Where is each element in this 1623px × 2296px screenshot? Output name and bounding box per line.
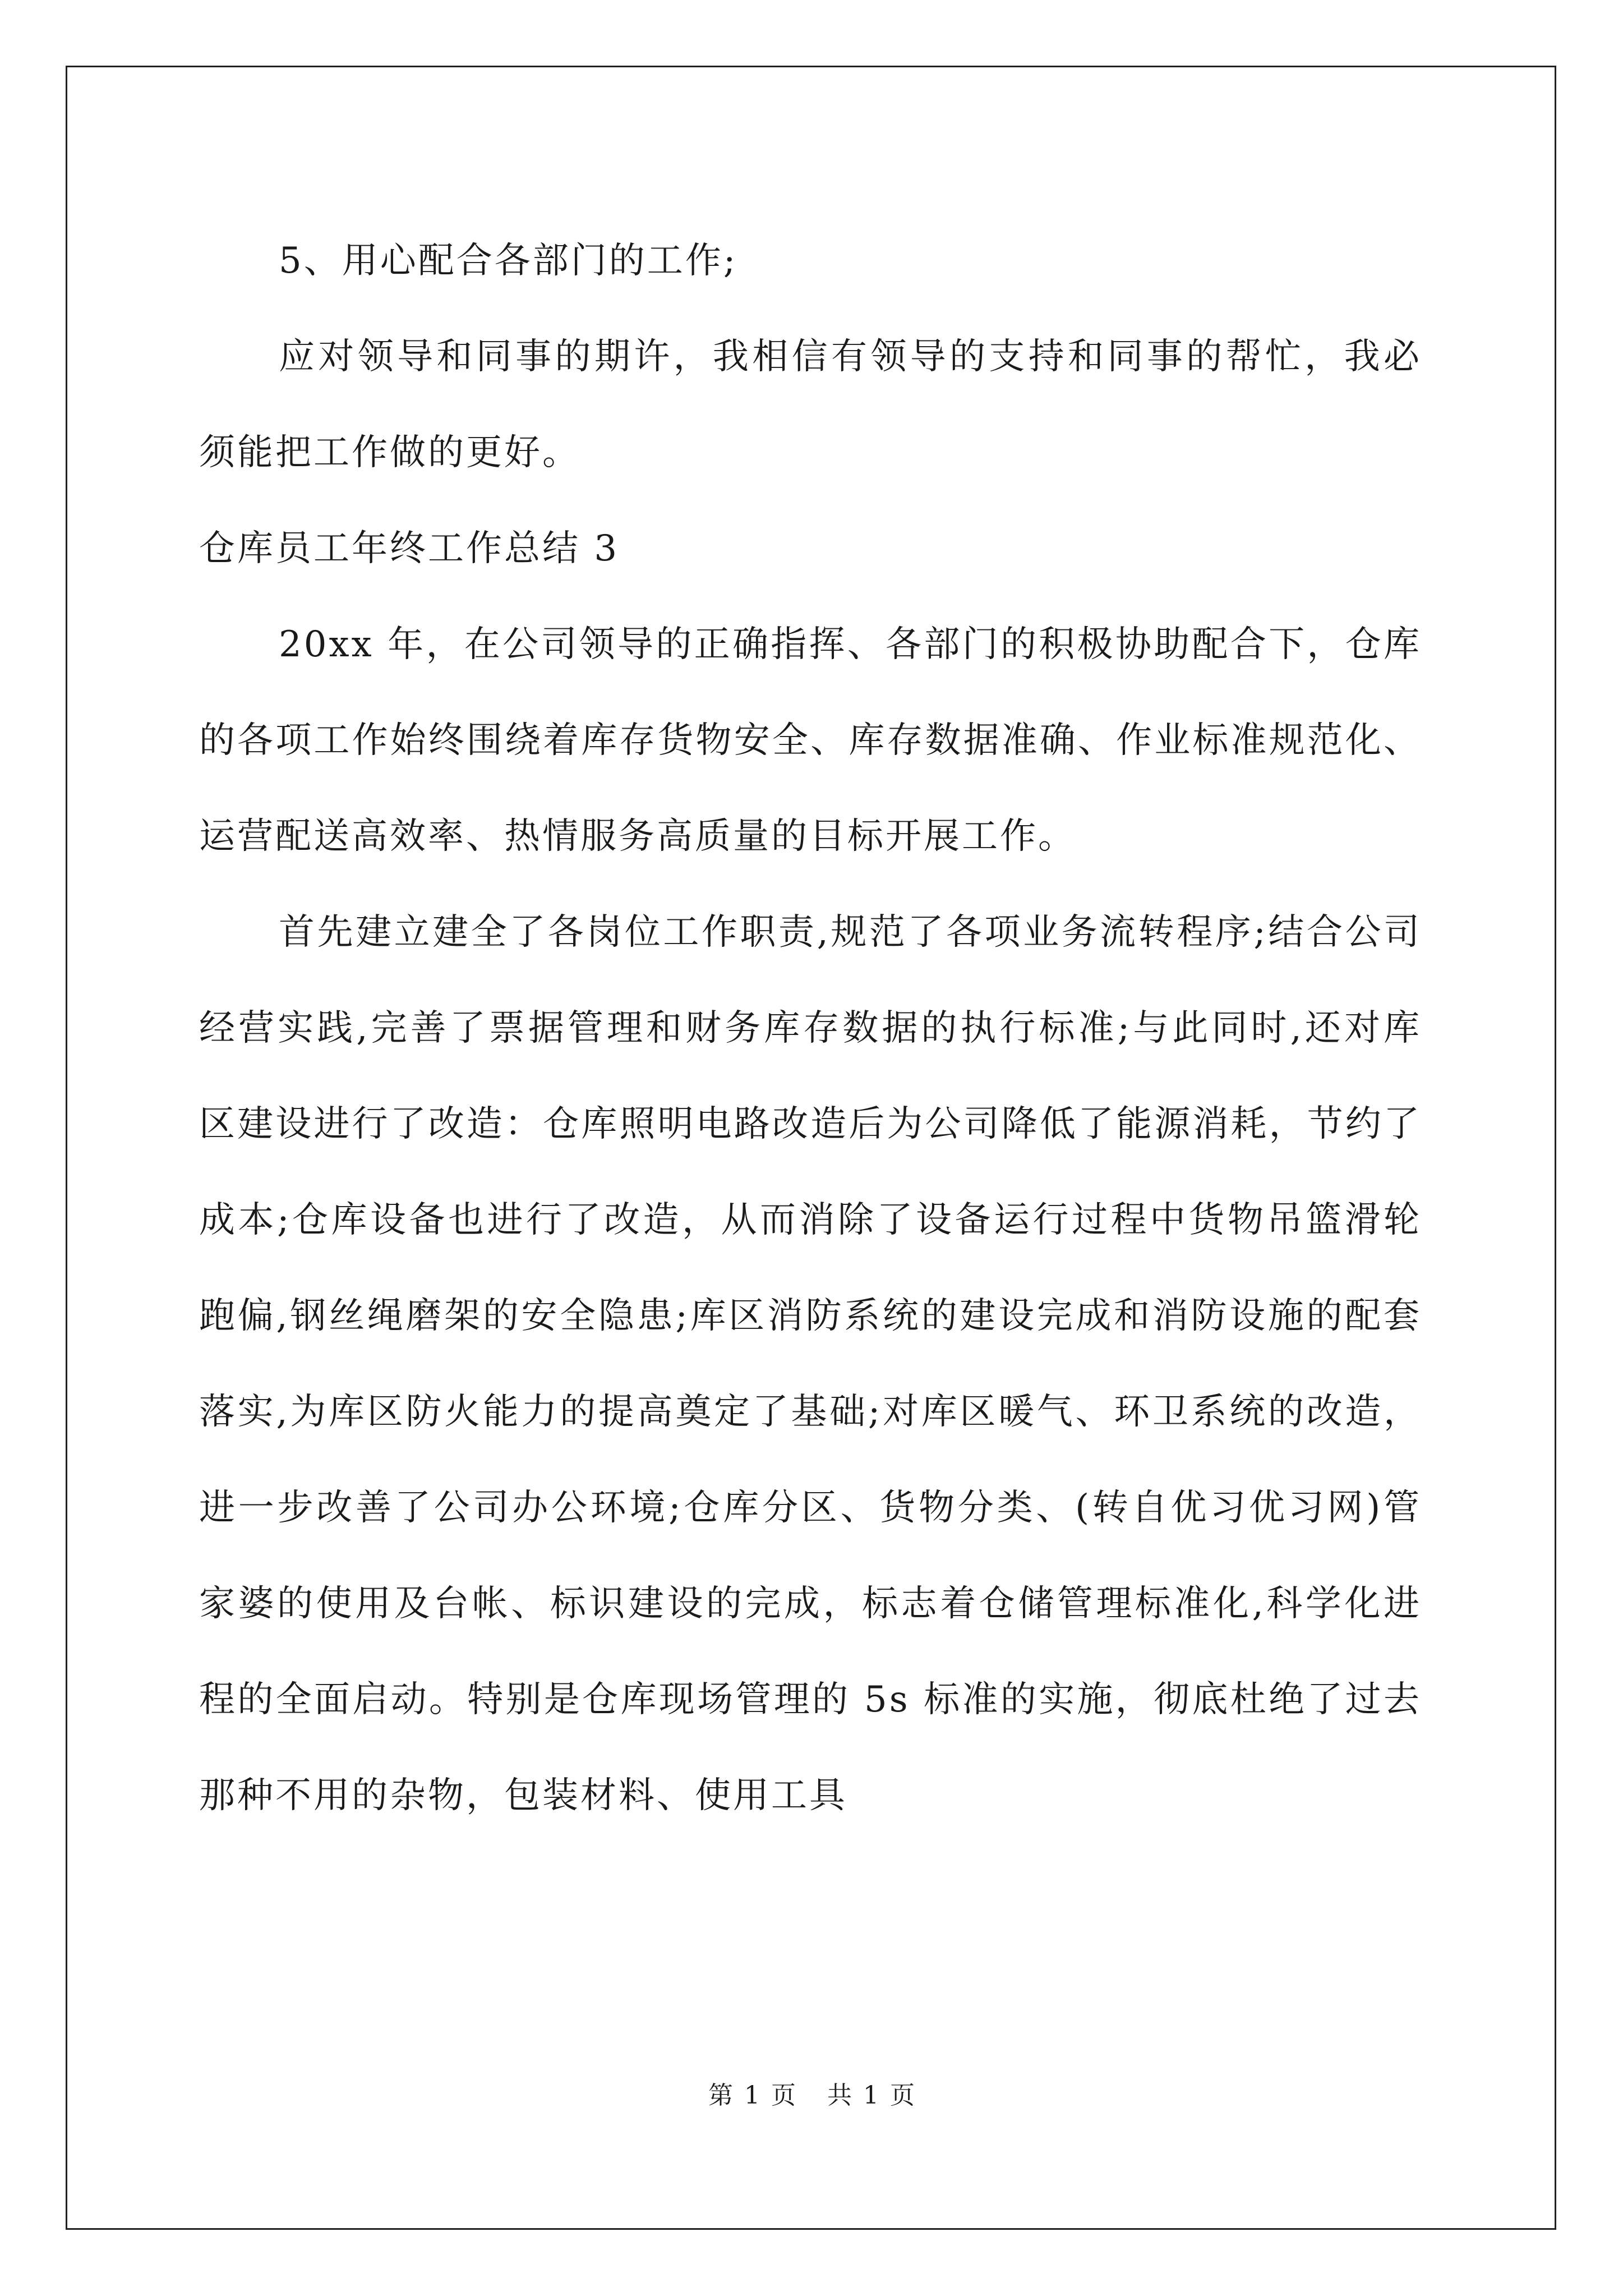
page-total: 共 1 页: [827, 2081, 915, 2110]
document-body: [199, 213, 1422, 1844]
paragraph-intro: 20xx 年，在公司领导的正确指挥、各部门的积极协助配合下，仓库的各项工作始终围绕着库存货物安全、库存数据准确、作业标准规范化、运营配送高效率、热情服务高质量的目标开展工作。: [199, 624, 1422, 857]
page-footer: [0, 2079, 1623, 2113]
paragraph-item-5: 5、用心配合各部门的工作;: [279, 240, 738, 282]
paragraph-measures: 首先建立建全了各岗位工作职责,规范了各项业务流转程序;结合公司经营实践,完善了票据管理和财务库存数据的执行标准;与此同时,还对库区建设进行了改造：仓库照明电路改造后为公司降低了能源消耗，节约了成本;仓库设备也进行了改造，从而消除了设备运行过程中货物吊篮滑轮跑偏,钢丝绳磨架的安全隐患;库区消防系统的建设完成和消防设施的配套落实,为库区防火能力的提高奠定了基础;对库区暖气、环卫系统的改造，进一步改善了公司办公环境;仓库分区、货物分类、(转自优习优习网)管家婆的使用及台帐、标识建设的完成，标志着仓储管理标准化,科学化进程的全面启动。特别是仓库现场管理的 5s 标准的实施，彻底杜绝了过去那种不用的杂物，包装材料、使用工具: [199, 912, 1422, 1816]
section-heading: 仓库员工年终工作总结 3: [199, 528, 620, 569]
page-number: 第 1 页: [708, 2081, 796, 2110]
paragraph-expectation: 应对领导和同事的期许，我相信有领导的支持和同事的帮忙，我必须能把工作做的更好。: [199, 336, 1422, 473]
